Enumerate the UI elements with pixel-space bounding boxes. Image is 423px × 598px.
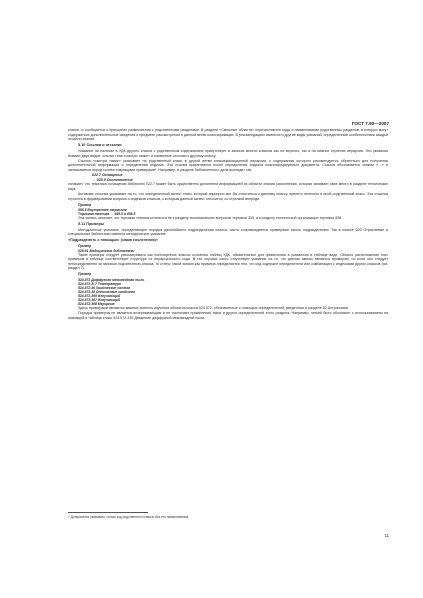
example-label: Пример (78, 202, 92, 207)
example-line: 524.872.368 Мерцание (78, 302, 115, 307)
paragraph: Ссылка «смотри также» указывает на родственный класс в другой ветви классификационной иерархии, к содержанию которого рекомендуется обратиться для получения дополнительной информации и определения индекса. Эта ссылка применяется после определения индекса классифицируемого документа. Ссылка обозначается знаком «→» и записывается перед соответствующими примерами*. Например, в разделе библиотечного дела выглядит так: (68, 158, 388, 173)
example-line: 524.872.367 Излучающий (78, 298, 121, 303)
section-heading-5-11: 5.11 Примеры (78, 222, 105, 227)
example-label: Пример (78, 243, 92, 248)
example-line: 524.872.36 Химические состав (78, 285, 131, 290)
example-line: 524.872.38 Оптические свойства (78, 289, 135, 294)
example-line: Торговая техника → 658.5 и 658.8 (78, 211, 136, 216)
example-class: 022.7 Оснащение (92, 173, 123, 178)
section-heading-5-10: 5.10 Ссылки и отсылки (78, 143, 122, 148)
paragraph: Указание на наличие в УДК другого класса с родственным содержанием присутствует в записях многих классов как на верхних, так и на нижних ступенях иерархии. Эти указания бывают двух видов: ссылки типа «смотри также» и косвенные отсылки к другому классу. (68, 149, 388, 158)
example-line: 524.872 Диффузная межзвездная пыль (78, 277, 145, 282)
paragraph: Эта запись означает, что торговая техника относится не к разделу экономических вопросов торговли 339, а к разделу технической организации торговли 658. (78, 215, 343, 220)
paragraph: Методическое указание, определяющее порядок дальнейшего подразделения класса, часто сопровождается примерами такого подразделения. Так в классе 026 Отраслевые и специальные библиотеки имеется методическое указание: (68, 227, 388, 237)
standard-number: ГОСТ 7.90—2007 (351, 121, 389, 126)
example-reference: → 028.9 Соотношение (92, 177, 133, 182)
footnote-divider (68, 512, 148, 513)
paragraph: Такие примеры следует рассматривать как полноценные классы основных таблиц УДК, обязательные для применения в указанном в таблице виде. Обычно расположение этих примеров в таблице соответствует структуре их иерархического кода. В тех случаях часто отсутствует указание на то, что данное запись является примером, но если оно следует непосредственно за записью подчиненного класса, то статус такой записи как примера определяется тем, что код содержит определители или комбинацию с индексами других классов (см. раздел 7). (68, 252, 388, 271)
footnote: ¹⁾ Допускается указывать только код родственного класса, без его наименования. (68, 515, 190, 519)
example-line: 524.872.365 Излучающий (78, 293, 121, 298)
method-instruction: «Подразделять с помощью: (знака сочленения)» (68, 237, 158, 242)
example-line: 658.5 Внутреннее торговля (78, 207, 127, 212)
example-line: 524.872.3/.7 Температура (78, 281, 121, 286)
example-label: Пример (78, 272, 92, 277)
example-line: 026:61 Медицинские библиотеки (78, 248, 135, 253)
paragraph: означает, что тематика оснащения библиотек 022.7 может быть существенно дополнена информацией из области знания (заполнения, которая занимает свое место в разделе технических наук. (68, 182, 388, 191)
paragraph: Здесь примерами являются важные аспекты изучения объектов класса 524.572, обозначенные с помощью определителей, введенных в разделе 52 Астрономия. (78, 306, 349, 311)
paragraph: Порядок примеров не является исчерпывающим и не исключает применения таких и других определителей этого раздела. Например, четкий быть обозначен с использованием на значащей в таблице класс 524.572-335 Движение диффузной межзвездной пыли. (68, 311, 388, 320)
paragraph: Активная отсылка указывает на то, что определенный аспект темы, который априорно мог бы относиться к данному классу, принято отнесено в иной родственный класс. Эта отсылка строится в формировании вопроса и индексов классов, к которым данный аспект относится, со стрелкой впереди. (68, 192, 388, 201)
document-body (68, 128, 388, 321)
intro-paragraph: классе, и сообщается о принципах размножения с родственными разделами. В разделе «Смежные области» перечисляются коды и наименования родственных разделов, в которых могут содержаться дополнительные сведения о предмете рассмотрения в данной ветви классификации. В рекомендациях имеются и другие виды указаний, определенные особенностями каждой отрасли знания. (68, 128, 388, 142)
page-number: 11 (384, 533, 389, 538)
